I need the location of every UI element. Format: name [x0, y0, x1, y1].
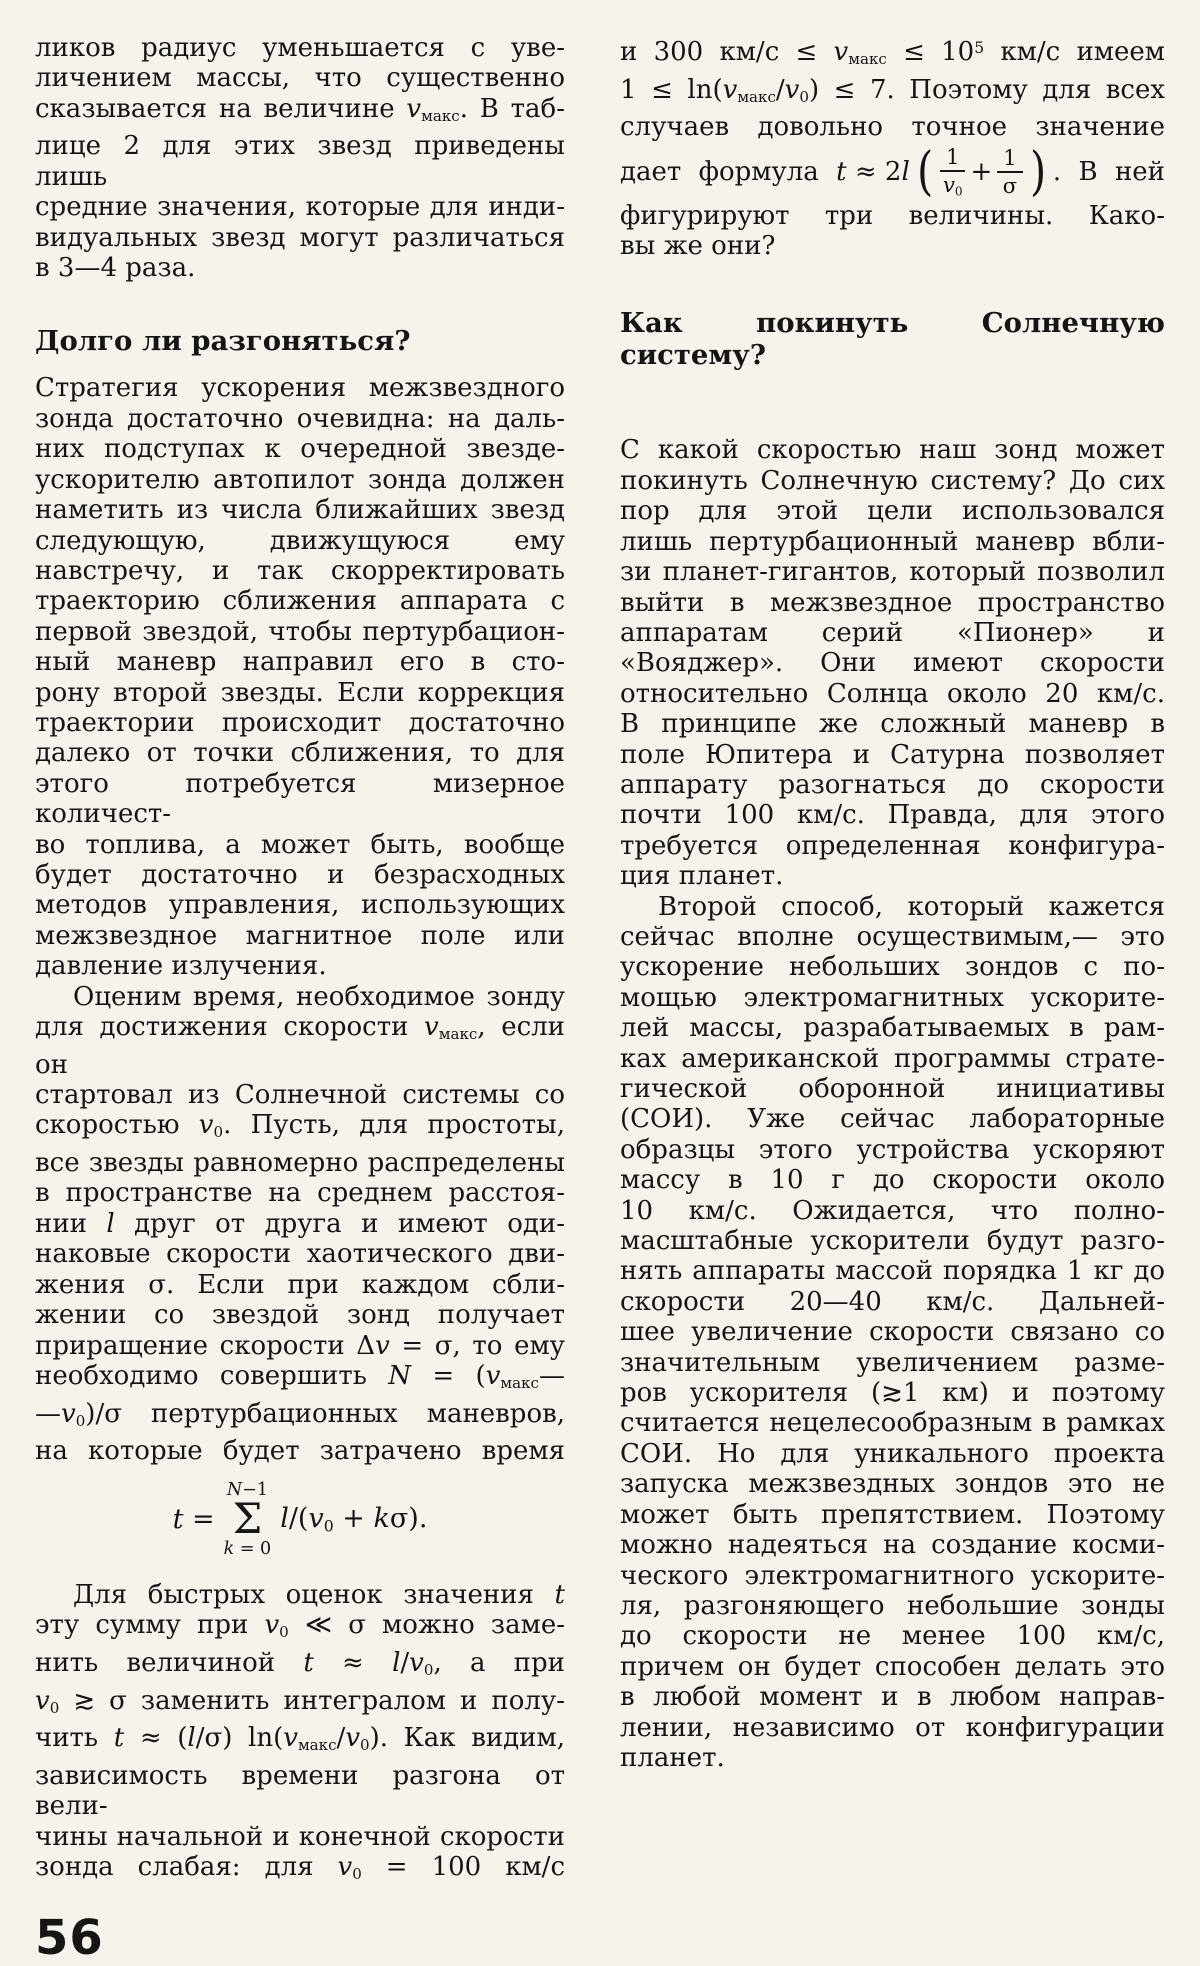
- inline-formula-line: [620, 143, 1165, 201]
- text-line: Для быстрых оценок значения t: [73, 1579, 565, 1610]
- close-paren: ): [1029, 141, 1046, 202]
- section-heading-leave-solar-system: Как покинуть Солнечную систему?: [620, 307, 1165, 372]
- text-line: чить t ≈ (l/σ) $\ln(v_{макс}/v_0)$. Как видим,: [35, 1723, 565, 1755]
- text-line: и 300 $км/с \le v_{макс} \le 10^5$ км/с имеем: [620, 37, 1165, 69]
- right-column: [620, 33, 1165, 1962]
- text-line: для достижения скорости $v_{макс}$, если он: [35, 1012, 565, 1080]
- text-line: ческого электромагнитного ускорите-: [620, 1560, 1165, 1591]
- text-line: зи планет-гигантов, который позволил: [620, 557, 1165, 588]
- text-line: выйти в межзвездное пространство: [620, 587, 1165, 618]
- text-line: Второй способ, который кажется: [658, 891, 1165, 922]
- text-line: $—v_0)/\sigma$ пертурбационных маневров,: [35, 1398, 565, 1430]
- fraction-1-over-v0: $\frac{1}{v_0}$: [940, 146, 965, 198]
- sum-lower-limit: k = 0: [223, 1538, 272, 1559]
- sum-formula: [35, 1481, 565, 1558]
- text-line: может быть препятствием. Поэтому: [620, 1499, 1165, 1530]
- paragraph-three-quantities: [620, 201, 1165, 262]
- text-line: С какой скоростью наш зонд может: [620, 435, 1165, 466]
- text-line: лишь пертурбационный маневр вбли-: [620, 526, 1165, 557]
- text-line: следующую, движущуюся ему: [35, 525, 565, 556]
- expr-prefix: t ≈ 2l: [836, 156, 910, 187]
- formula-body: $l/(v_0 + k\sigma)$.: [280, 1503, 428, 1536]
- text-line: наковые скорости хаотического дви-: [35, 1239, 565, 1270]
- text-line: гической оборонной инициативы: [620, 1074, 1165, 1105]
- text-line: на которые будет затрачено время: [35, 1436, 565, 1467]
- text-line: зависимость времени разгона от вели-: [35, 1760, 565, 1822]
- formula-word: ней: [1114, 156, 1165, 187]
- text-line: $v_0$ ≳ σ заменить интегралом и полу-: [35, 1685, 565, 1717]
- text-line: ках американской программы страте-: [620, 1043, 1165, 1074]
- text-line: сказывается на величине $v_{макс}$. В таб-: [35, 93, 565, 126]
- text-line: стартовал из Солнечной системы со: [35, 1080, 565, 1111]
- text-line: ция планет.: [620, 861, 784, 892]
- open-paren: (: [916, 141, 934, 202]
- text-line: покинуть Солнечную систему? До сих: [620, 465, 1165, 496]
- text-line: (СОИ). Уже сейчас лабораторные: [620, 1104, 1165, 1135]
- text-line: аппаратам серий «Пионер» и: [620, 617, 1165, 648]
- text-line: межзвездное магнитное поле или: [35, 920, 565, 951]
- text-line: лении, независимо от конфигурации: [620, 1712, 1165, 1743]
- text-line: $1 \le \ln(v_{макс}/v_0) \le 7$. Поэтому для всех: [620, 74, 1166, 106]
- text-line: приращение скорости Δv = σ, то ему: [35, 1330, 565, 1361]
- paragraph-radius-mass: [35, 33, 565, 283]
- text-line: все звезды равномерно распределены: [35, 1148, 565, 1179]
- text-line: них подступах к очередной звезде-: [35, 434, 565, 465]
- paragraph-em-accelerators: [620, 892, 1165, 1774]
- left-column: [35, 33, 566, 1966]
- text-line: в любой момент и в любом направ-: [620, 1682, 1165, 1713]
- text-line: фигурируют три величины. Како-: [620, 200, 1165, 231]
- text-line: траекторию сближения аппарата с: [35, 586, 565, 617]
- text-line: 10 км/с. Ожидается, что полно-: [620, 1195, 1165, 1226]
- text-line: траектории происходит достаточно: [35, 707, 565, 738]
- paragraph-gravity-assist: [620, 435, 1165, 891]
- plus-sign: +: [970, 156, 993, 187]
- text-line: наметить из числа ближайших звезд: [35, 495, 565, 526]
- text-line: методов управления, использующих: [35, 890, 565, 921]
- text-line: Стратегия ускорения межзвездного: [35, 373, 565, 404]
- text-line: первой звездой, чтобы пертурбацион-: [35, 616, 565, 647]
- text-line: планет.: [620, 1742, 725, 1773]
- sum-upper-limit: N−1: [226, 1479, 268, 1500]
- text-line: средние значения, которые для инди-: [35, 192, 565, 223]
- text-line: зонда слабая: для $v_0 = 100$ км/с: [35, 1852, 565, 1884]
- text-line: ный маневр направил его в сто-: [35, 647, 565, 678]
- text-line: можно надеяться на создание косми-: [620, 1530, 1165, 1561]
- text-line: этого потребуется мизерное количест-: [35, 768, 565, 830]
- text-line: нять аппараты массой порядка 1 кг до: [620, 1256, 1165, 1287]
- text-line: Оценим время, необходимое зонду: [73, 981, 565, 1012]
- text-line: сейчас вполне осуществимым,— это: [620, 921, 1165, 952]
- text-line: жения σ. Если при каждом сбли-: [35, 1269, 565, 1300]
- text-line: мощью электромагнитных ускорите-: [620, 982, 1165, 1013]
- formula-word: формула: [698, 156, 819, 187]
- paragraph-velocity-range: [620, 33, 1165, 143]
- paragraph-quick-estimates: [35, 1580, 565, 1890]
- text-line: видуальных звезд могут различаться: [35, 222, 565, 253]
- text-line: ля, разгоняющего небольшие зонды: [620, 1590, 1165, 1621]
- text-line: во топлива, а может быть, вообще: [35, 829, 565, 860]
- text-line: почти 100 км/с. Правда, для этого: [620, 800, 1165, 831]
- fraction-1-over-sigma: $\frac{1}{\sigma}$: [997, 147, 1022, 197]
- text-line: ров ускорителя (≳1 км) и поэтому: [620, 1378, 1165, 1409]
- text-line: требуется определенная конфигура-: [620, 830, 1165, 861]
- sigma-sum-symbol: Σ: [232, 1493, 263, 1543]
- text-line: в пространстве на среднем расстоя-: [35, 1178, 565, 1209]
- text-line: до скорости не менее 100 км/с,: [620, 1621, 1165, 1652]
- text-line: В принципе же сложный маневр в: [620, 709, 1165, 740]
- text-line: масштабные ускорители будут разго-: [620, 1226, 1165, 1257]
- sum-limits: [224, 1481, 272, 1558]
- text-line: навстречу, и так скорректировать: [35, 555, 565, 586]
- text-line: аппарату разогнаться до скорости: [620, 769, 1165, 800]
- text-line: запуска межзвездных зондов это не: [620, 1469, 1165, 1500]
- text-line: зонда достаточно очевидна: на даль-: [35, 403, 565, 434]
- text-line: жении со звездой зонд получает: [35, 1300, 565, 1331]
- text-line: «Вояджер». Они имеют скорости: [620, 648, 1165, 679]
- text-line: чины начальной и конечной скорости: [35, 1821, 565, 1852]
- text-line: личением массы, что существенно: [35, 63, 565, 94]
- text-line: причем он будет способен делать это: [620, 1651, 1165, 1682]
- page-number: 56: [35, 1909, 104, 1966]
- text-line: ликов радиус уменьшается с уве-: [35, 33, 565, 63]
- text-line: считается нецелесообразным в рамках: [620, 1408, 1165, 1439]
- text-line: скоростью $v_0$. Пусть, для простоты,: [35, 1110, 566, 1142]
- text-line: нии l друг от друга и имеют оди-: [35, 1208, 565, 1239]
- text-line: пор для этой цели использовался: [620, 496, 1165, 527]
- text-line: в 3—4 раза.: [35, 253, 196, 284]
- text-line: образцы этого устройства ускоряют: [620, 1134, 1165, 1165]
- text-line: скорости 20—40 км/с. Дальней-: [620, 1286, 1165, 1317]
- section-heading-accelerate: Долго ли разгоняться?: [35, 325, 411, 358]
- t-approx-expression: [836, 141, 1062, 202]
- text-line: шее увеличение скорости связано со: [620, 1317, 1165, 1348]
- text-line: массу в 10 г до скорости около: [620, 1165, 1165, 1196]
- formula-lhs: t =: [172, 1503, 215, 1535]
- text-line: значительным увеличением разме-: [620, 1347, 1165, 1378]
- paragraph-acceleration-strategy: [35, 373, 565, 981]
- text-line: лей массы, разрабатываемых в рам-: [620, 1013, 1165, 1044]
- text-line: поле Юпитера и Сатурна позволяет: [620, 739, 1165, 770]
- text-line: эту сумму при $v_0$ ≪ σ можно заме-: [35, 1610, 565, 1642]
- paragraph-time-estimate: [35, 982, 565, 1467]
- text-line: нить величиной $t \approx l/v_0$, а при: [35, 1647, 565, 1680]
- text-line: случаев довольно точное значение: [620, 112, 1165, 143]
- text-line: относительно Солнца около 20 км/с.: [620, 678, 1165, 709]
- text-line: ускорение небольших зондов с по-: [620, 952, 1165, 983]
- text-line: СОИ. Но для уникального проекта: [620, 1438, 1165, 1469]
- text-line: давление излучения.: [35, 951, 327, 982]
- period: .: [1052, 156, 1062, 187]
- formula-word: В: [1078, 156, 1098, 187]
- text-line: необходимо совершить $N = (v_{макс}—$: [35, 1360, 565, 1393]
- formula-word: дает: [620, 156, 682, 187]
- text-line: ускорителю автопилот зонда должен: [35, 464, 565, 495]
- text-line: далеко от точки сближения, то для: [35, 738, 565, 769]
- text-line: вы же они?: [620, 231, 776, 262]
- text-line: будет достаточно и безрасходных: [35, 859, 565, 890]
- text-line: рону второй звезды. Если коррекция: [35, 677, 565, 708]
- text-line: лице 2 для этих звезд приведены лишь: [35, 131, 565, 192]
